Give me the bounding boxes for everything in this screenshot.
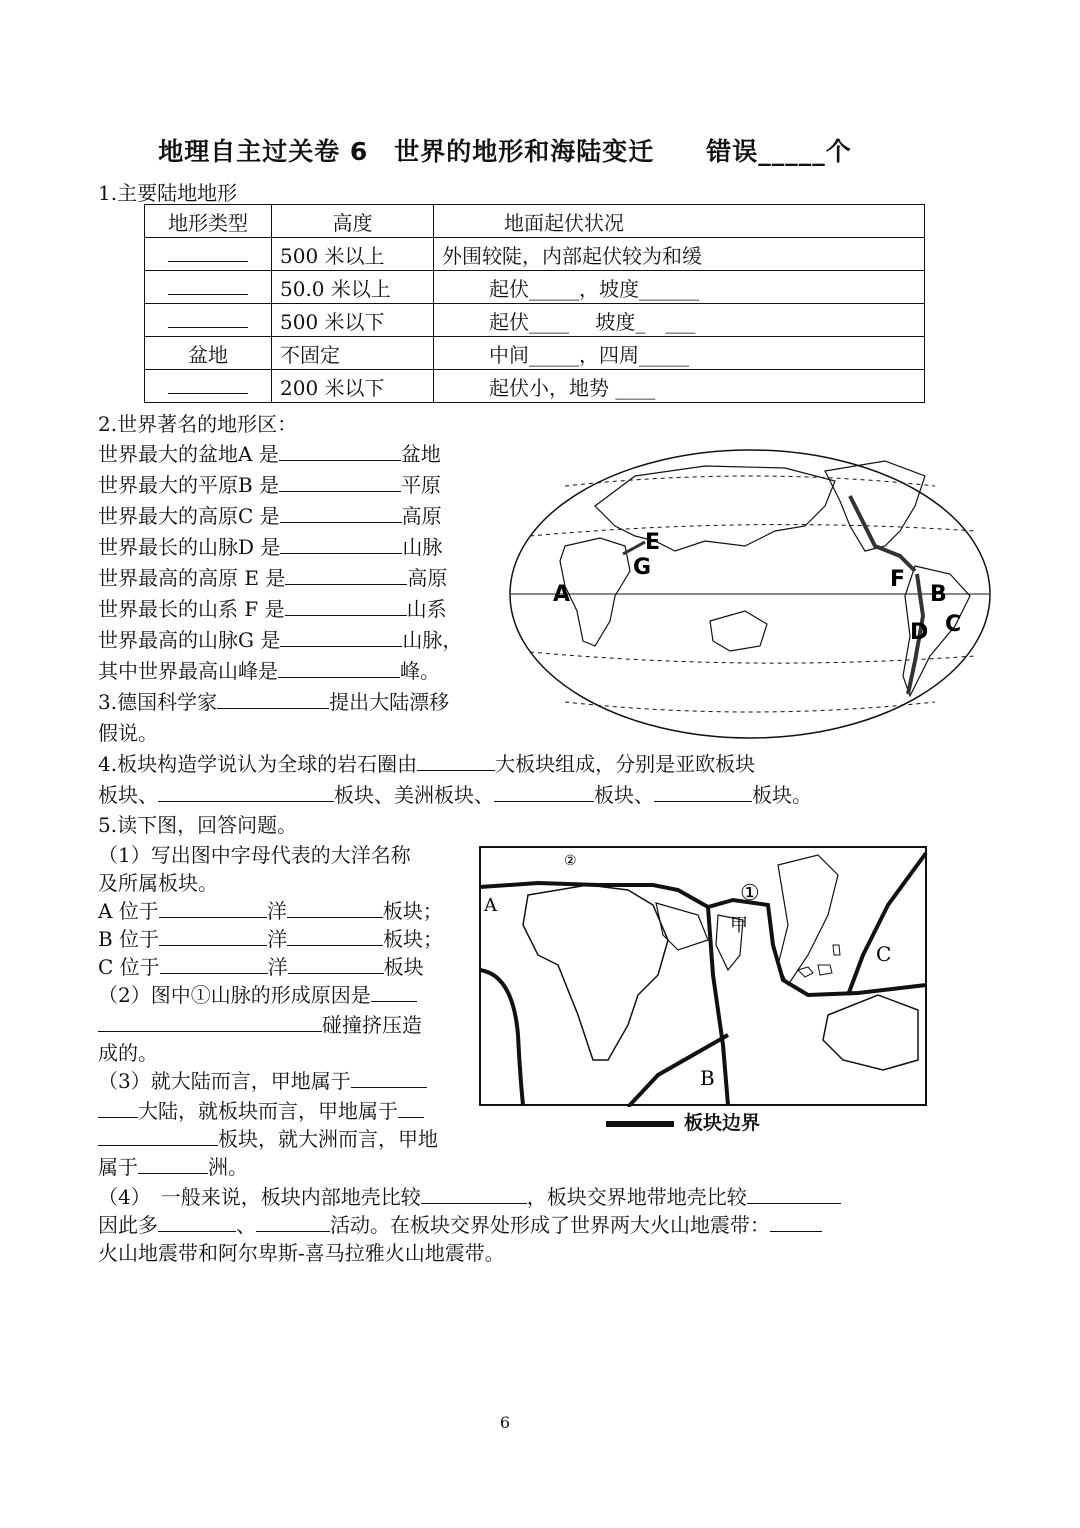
answer-blank[interactable]: [287, 897, 383, 918]
sea-label-2: ②: [564, 853, 577, 869]
height-cell: 不固定: [272, 337, 434, 370]
height-cell: 500 米以下: [272, 304, 434, 337]
map-label-B: B: [930, 582, 947, 607]
map-label-G: G: [633, 555, 652, 580]
type-blank[interactable]: [145, 370, 272, 403]
q2-item: 世界最大的高原C 是 高原: [98, 504, 442, 528]
header-height: 高度: [272, 205, 434, 238]
answer-blank[interactable]: [159, 925, 267, 946]
relief-cell: 中间_____，四周_____: [434, 337, 925, 370]
q5-p1-line2: 及所属板块。: [98, 871, 218, 895]
answer-blank[interactable]: [421, 1183, 527, 1204]
relief-cell: 起伏小，地势 ____: [434, 370, 925, 403]
legend-line-icon: [606, 1121, 674, 1127]
q2-item: 世界最高的山脉G 是 山脉，: [98, 628, 463, 652]
answer-blank[interactable]: [351, 1067, 427, 1088]
table-row: [145, 238, 925, 271]
q5-p4-line2: 因此多 、 活动。在板块交界处形成了世界两大火山地震带：: [98, 1210, 822, 1240]
q5-p3-line4: 属于 洲。: [98, 1155, 248, 1179]
answer-blank[interactable]: [278, 657, 400, 678]
answer-blank[interactable]: [279, 440, 401, 461]
answer-blank[interactable]: [256, 1211, 330, 1232]
table-row: [145, 304, 925, 337]
relief-cell: 起伏____ 坡度_ ___: [434, 304, 925, 337]
answer-blank[interactable]: [494, 781, 594, 802]
q5-p2-line2: 碰撞挤压造: [98, 1010, 422, 1040]
answer-blank[interactable]: [160, 953, 268, 974]
answer-blank[interactable]: [285, 564, 407, 585]
q3-line2: 假说。: [98, 721, 158, 745]
ocean-A: A 位于 洋 板块；: [98, 899, 443, 923]
terrain-table: [144, 204, 925, 403]
answer-blank[interactable]: [159, 897, 267, 918]
answer-blank[interactable]: [98, 1125, 218, 1146]
q5-p3-line3: 板块，就大洲而言，甲地: [98, 1124, 438, 1154]
plate-boundary-map: [478, 845, 928, 1107]
answer-blank[interactable]: [158, 781, 334, 802]
table-row: [145, 271, 925, 304]
page-title: 地理自主过关卷 6 世界的地形和海陆变迁 错误_____个: [158, 137, 852, 166]
answer-blank[interactable]: [654, 781, 752, 802]
q2-item: 世界最长的山系 F 是 山系: [98, 597, 447, 621]
type-cell: 盆地: [145, 337, 272, 370]
ocean-B: B 位于 洋 板块；: [98, 927, 444, 951]
answer-blank[interactable]: [398, 1097, 424, 1118]
answer-blank[interactable]: [138, 1153, 208, 1174]
q1-heading: 1.主要陆地地形: [98, 181, 238, 205]
header-relief: 地面起伏状况: [434, 205, 925, 238]
relief-cell: 外围较陡，内部起伏较为和缓: [434, 238, 925, 271]
answer-blank[interactable]: [280, 502, 402, 523]
answer-blank[interactable]: [280, 626, 402, 647]
q5-p4-line1: （4） 一般来说，板块内部地壳比较 ，板块交界地带地壳比较: [98, 1182, 841, 1212]
q5-p1-line1: （1）写出图中字母代表的大洋名称: [98, 843, 411, 867]
q2-item: 世界最大的平原B 是 平原: [98, 473, 442, 497]
map-label-A: A: [553, 582, 571, 607]
map-label-F: F: [890, 567, 906, 592]
map-label-E: E: [645, 530, 661, 555]
ocean-C: C 位于 洋 板块: [98, 955, 424, 979]
answer-blank[interactable]: [770, 1211, 822, 1232]
answer-blank[interactable]: [417, 750, 495, 771]
q2-item: 世界最长的山脉D 是 山脉: [98, 535, 443, 559]
map-label-D: D: [910, 620, 929, 645]
q4-line1: 4.板块构造学说认为全球的岩石圈由 大板块组成，分别是亚欧板块: [98, 752, 756, 776]
q5-p4-line3: 火山地震带和阿尔卑斯-喜马拉雅火山地震带。: [98, 1241, 505, 1265]
answer-blank[interactable]: [217, 688, 329, 709]
q5-p2-line3: 成的。: [98, 1041, 158, 1065]
q3-line: 3.德国科学家 提出大陆漂移: [98, 690, 450, 714]
answer-blank[interactable]: [371, 981, 417, 1002]
map-label-C: C: [945, 612, 962, 637]
q2-item: 世界最大的盆地A 是 盆地: [98, 442, 441, 466]
answer-blank[interactable]: [285, 595, 407, 616]
answer-blank[interactable]: [279, 471, 401, 492]
type-blank[interactable]: [145, 304, 272, 337]
plate-map-label-C: C: [876, 942, 892, 966]
header-type: 地形类型: [145, 205, 272, 238]
q2-heading: 2.世界著名的地形区：: [98, 412, 298, 436]
page-number: 6: [499, 1413, 511, 1432]
location-jia: 甲: [730, 915, 748, 936]
table-row: [145, 370, 925, 403]
mountain-label-1: ①: [740, 881, 760, 906]
table-row: [145, 337, 925, 370]
height-cell: 500 米以上: [272, 238, 434, 271]
answer-blank[interactable]: [98, 1011, 322, 1032]
q2-item: 世界最高的高原 E 是 高原: [98, 566, 448, 590]
answer-blank[interactable]: [280, 533, 402, 554]
answer-blank[interactable]: [288, 953, 384, 974]
q5-p2-line1: （2）图中①山脉的形成原因是: [98, 980, 417, 1010]
plate-boundary-legend: 板块边界: [606, 1108, 760, 1135]
q5-p3-line1: （3）就大陆而言，甲地属于: [98, 1066, 427, 1096]
relief-cell: 起伏_____，坡度______: [434, 271, 925, 304]
plate-map-label-B: B: [700, 1066, 715, 1090]
q5-p3-line2: 大陆，就板块而言，甲地属于: [98, 1096, 424, 1126]
q4-line2: 板块、 板块、美洲板块、 板块、 板块。: [98, 783, 812, 807]
answer-blank[interactable]: [98, 1097, 138, 1118]
type-blank[interactable]: [145, 271, 272, 304]
type-blank[interactable]: [145, 238, 272, 271]
table-header-row: [145, 205, 925, 238]
height-cell: 50.0 米以上: [272, 271, 434, 304]
q2-item: 其中世界最高山峰是 峰。: [98, 659, 440, 683]
answer-blank[interactable]: [287, 925, 383, 946]
plate-map-label-A: A: [484, 895, 497, 916]
world-landform-map: [505, 446, 995, 742]
answer-blank[interactable]: [158, 1211, 236, 1232]
height-cell: 200 米以下: [272, 370, 434, 403]
q5-heading: 5.读下图，回答问题。: [98, 813, 298, 837]
answer-blank[interactable]: [747, 1183, 841, 1204]
